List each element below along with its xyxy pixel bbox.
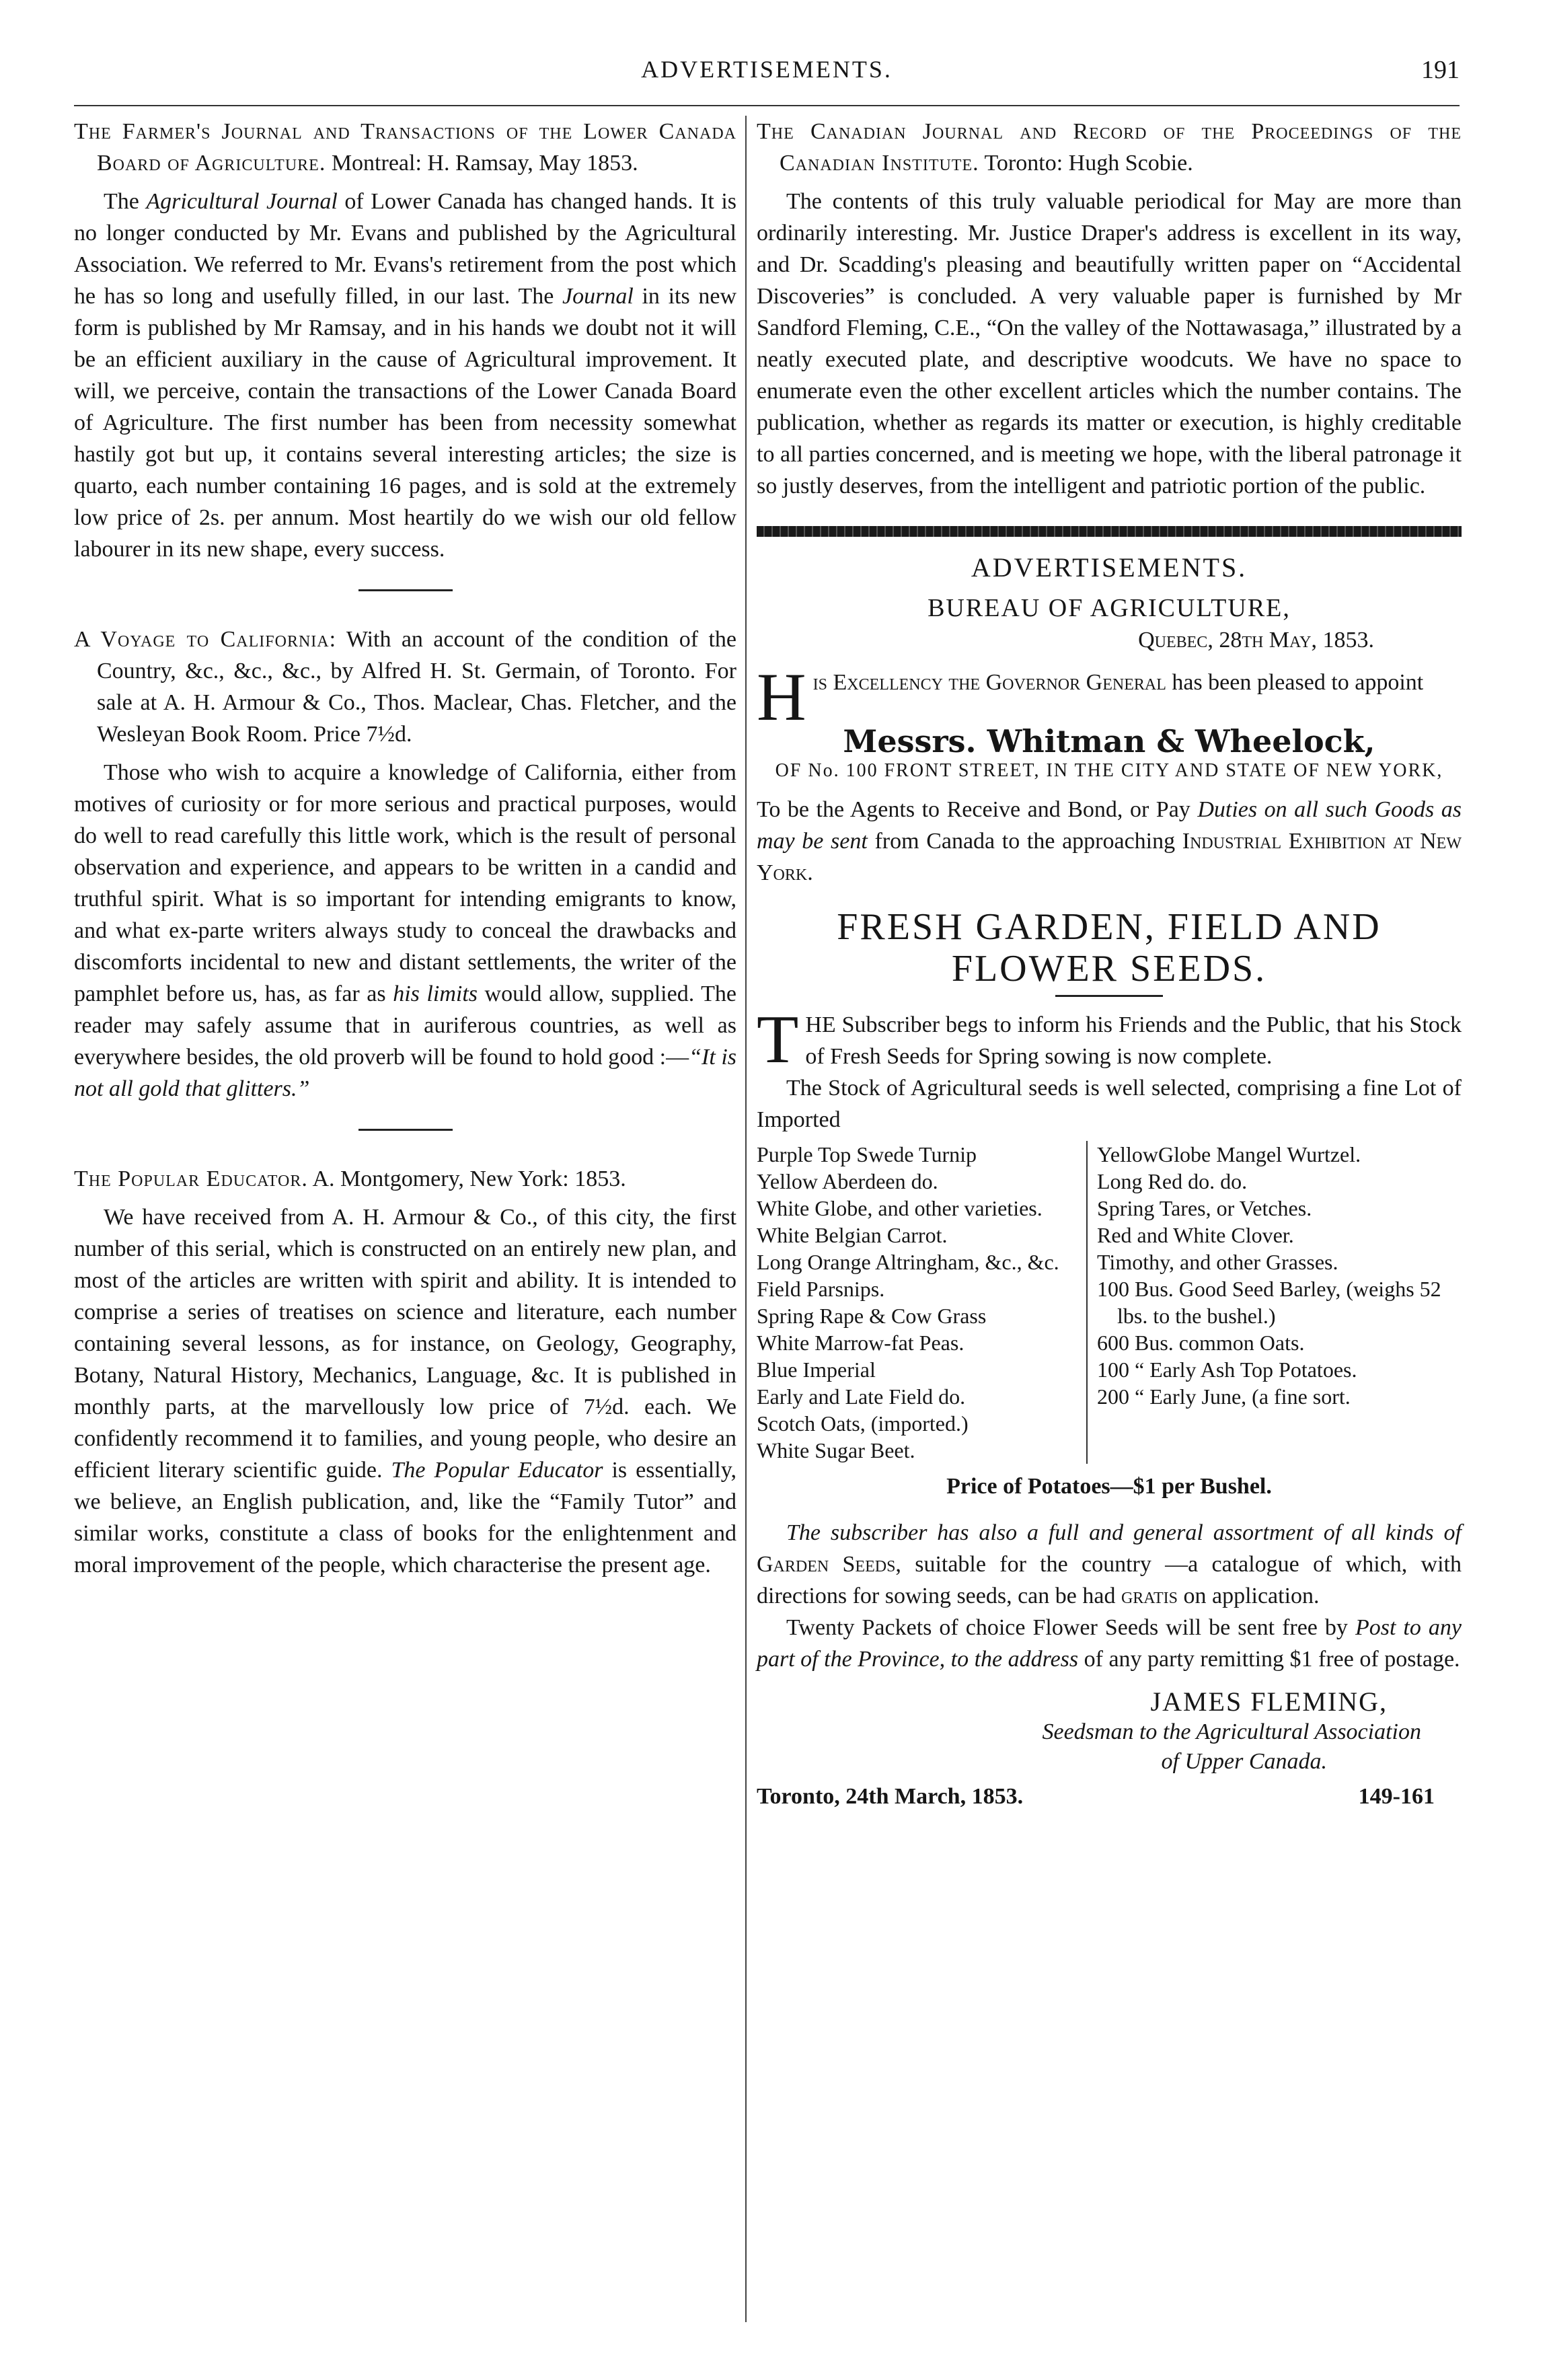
price-line: Price of Potatoes—$1 per Bushel. bbox=[946, 1474, 1272, 1499]
dropcap-h: H bbox=[757, 659, 806, 735]
seed-list bbox=[757, 1141, 1462, 1464]
page-title: ADVERTISEMENTS. bbox=[641, 56, 893, 83]
review-popular-educator bbox=[74, 1163, 736, 1581]
header-rule bbox=[74, 105, 1460, 106]
bureau-intro: His Excellency the Governor General has been pleased to appoint bbox=[757, 659, 1424, 735]
review-farmers-journal bbox=[74, 116, 736, 565]
seed-item: 100 “ Early Ash Top Potatoes. bbox=[1097, 1358, 1357, 1382]
bureau-title: BUREAU OF AGRICULTURE, bbox=[928, 594, 1291, 622]
running-head bbox=[74, 55, 1460, 98]
bureau-advertisement bbox=[757, 593, 1462, 889]
seed-item: Spring Tares, or Vetches. bbox=[1097, 1196, 1312, 1220]
review-voyage-to-california bbox=[74, 624, 736, 1105]
seed-item: 100 Bus. Good Seed Barley, (weighs 52 lbs. to the bushel.) bbox=[1097, 1277, 1441, 1328]
review-heading: The Popular Educator. A. Montgomery, New York: 1853. bbox=[74, 1166, 626, 1191]
footer-place-date: Toronto, 24th March, 1853. bbox=[757, 1784, 1024, 1809]
signer-name: JAMES FLEMING, bbox=[1150, 1686, 1388, 1717]
dropcap-t: T bbox=[757, 1002, 799, 1078]
bureau-date: Quebec, 28th May, 1853. bbox=[1138, 628, 1374, 653]
ornamental-band bbox=[757, 526, 1462, 537]
seed-item: White Globe, and other varieties. bbox=[757, 1196, 1043, 1220]
section-rule bbox=[358, 1129, 453, 1131]
seed-item: Early and Late Field do. bbox=[757, 1384, 966, 1409]
seed-item: Blue Imperial bbox=[757, 1358, 876, 1382]
seed-item: 600 Bus. common Oats. bbox=[1097, 1331, 1305, 1355]
seed-item: White Belgian Carrot. bbox=[757, 1223, 948, 1247]
right-column bbox=[757, 116, 1462, 1812]
footer-code: 149-161 bbox=[1358, 1784, 1435, 1809]
seed-item: Field Parsnips. bbox=[757, 1277, 885, 1301]
review-body: We have received from A. H. Armour & Co., of this city, the first number of this serial, which is constructed on an entirely new plan, and most of the articles are written with spirit and ability. It is intended to comprise a series of treatises on science and literature, each number containing several lessons, as for instance, on Geology, Geography, Botany, Natural History, Mechanics, Language, &c. It is published in monthly parts, at the marvellously low price of 7½d. each. We confidently recommend it to families, and young people, who desire an efficient literary scientific guide. The Popular Educator is essentially, we believe, an English publication, and, like the “Family Tutor” and similar works, constitute a class of books for the enlightenment and moral improvement of the people, which characterise the present age. bbox=[74, 1205, 736, 1577]
seed-item: 200 “ Early June, (a fine sort. bbox=[1097, 1384, 1351, 1409]
firm-address: OF No. 100 FRONT STREET, IN THE CITY AND STATE OF NEW YORK, bbox=[775, 760, 1443, 781]
seed-list-right bbox=[1088, 1141, 1462, 1464]
review-heading: The Canadian Journal and Record of the Proceedings of the Canadian Institute. Toronto: Hugh Scobie. bbox=[757, 119, 1462, 176]
review-body: The contents of this truly valuable periodical for May are more than ordinarily interesting. Mr. Justice Draper's address is excellent in its way, and Dr. Scadding's pleasing and beautifully written paper on “Accidental Discoveries” is concluded. A very valuable paper is furnished by Mr Sandford Fleming, C.E., “On the valley of the Nottawasaga,” illustrated by a neatly executed plate, and descriptive woodcuts. We have no space to enumerate even the other excellent articles which the number contains. The publication, whether as regards its matter or execution, is highly creditable to all parties concerned, and is meeting we hope, with the liberal patronage it so justly deserves, from the intelligent and patriotic portion of the public. bbox=[757, 189, 1462, 498]
seed-item: Purple Top Swede Turnip bbox=[757, 1142, 977, 1166]
review-body: Those who wish to acquire a knowledge of California, either from motives of curiosity or for more serious and practical purposes, would do well to read carefully this little work, which is the result of personal observation and experience, and appears to be written in a candid and truthful spirit. What is so important for intending emigrants to know, and what ex-parte writers always study to conceal the drawbacks and discomforts incidental to new and distant settlements, the writer of the pamphlet before us, has, as far as his limits would allow, supplied. The reader may safely assume that in auriferous countries, as well as everywhere besides, the old proverb will be found to hold good :—“It is not all gold that glitters.” bbox=[74, 760, 737, 1101]
seed-item: Scotch Oats, (imported.) bbox=[757, 1411, 969, 1436]
firm-name: Messrs. Whitman & Wheelock, bbox=[843, 723, 1375, 759]
seeds-advertisement bbox=[757, 906, 1462, 1812]
seeds-catalogue: The subscriber has also a full and general assortment of all kinds of Garden Seeds, suitable for the country —a catalogue of which, with directions for sowing seeds, can be had gratis on application. bbox=[757, 1520, 1462, 1608]
seed-item: Timothy, and other Grasses. bbox=[1097, 1250, 1338, 1274]
seeds-title: FRESH GARDEN, FIELD AND FLOWER SEEDS. bbox=[837, 906, 1382, 990]
signer-title: Seedsman to the Agricultural Association bbox=[1042, 1719, 1421, 1744]
seed-item: White Sugar Beet. bbox=[757, 1438, 915, 1462]
page-number: 191 bbox=[1421, 56, 1460, 84]
advertisements-heading: ADVERTISEMENTS. bbox=[971, 552, 1248, 583]
review-heading: A Voyage to California: With an account of the condition of the Country, &c., &c., &c., by Alfred H. St. Germain, of Toronto. For sale at A. H. Armour & Co., Thos. Maclear, Chas. Fletcher, and the Wesleyan Book Room. Price 7½d. bbox=[74, 627, 736, 747]
column-divider bbox=[745, 116, 747, 2322]
signer-place: of Upper Canada. bbox=[1161, 1749, 1327, 1774]
ad-footer bbox=[757, 1781, 1462, 1812]
section-rule bbox=[1055, 995, 1163, 997]
seed-list-left bbox=[757, 1141, 1088, 1464]
seed-item: YellowGlobe Mangel Wurtzel. bbox=[1097, 1142, 1361, 1166]
left-column bbox=[74, 116, 736, 1594]
seed-item: Long Orange Altringham, &c., &c. bbox=[757, 1250, 1059, 1274]
seeds-intro: THE Subscriber begs to inform his Friends and the Public, that his Stock of Fresh Seeds for Spring sowing is now complete. bbox=[757, 1002, 1462, 1078]
review-canadian-journal bbox=[757, 116, 1462, 502]
seeds-intro-2: The Stock of Agricultural seeds is well selected, comprising a fine Lot of Imported bbox=[757, 1076, 1462, 1132]
seed-item: Yellow Aberdeen do. bbox=[757, 1169, 938, 1193]
seed-item: Red and White Clover. bbox=[1097, 1223, 1294, 1247]
review-heading: The Farmer's Journal and Transactions of the Lower Canada Board of Agriculture. Montreal: H. Ramsay, May 1853. bbox=[74, 119, 736, 176]
section-rule bbox=[358, 589, 453, 591]
seeds-packets: Twenty Packets of choice Flower Seeds will be sent free by Post to any part of the Province, to the address of any party remitting $1 free of postage. bbox=[757, 1615, 1462, 1672]
review-body: The Agricultural Journal of Lower Canada has changed hands. It is no longer conducted by Mr. Evans and published by the Agricultural Association. We referred to Mr. Evans's retirement from the post which he has so long and usefully filled, in our last. The Journal in its new form is published by Mr Ramsay, and in his hands we doubt not it will be an efficient auxiliary in the cause of Agricultural improvement. It will, we perceive, contain the transactions of the Lower Canada Board of Agriculture. The first number has been from necessity somewhat hastily got but up, it contains several interesting articles; the size is quarto, each number containing 16 pages, and is sold at the extremely low price of 2s. per annum. Most heartily do we wish our old fellow labourer in its new shape, every success. bbox=[74, 189, 737, 562]
seed-item: Long Red do. do. bbox=[1097, 1169, 1248, 1193]
seed-item: Spring Rape & Cow Grass bbox=[757, 1304, 987, 1328]
seed-item: White Marrow-fat Peas. bbox=[757, 1331, 964, 1355]
bureau-duties: To be the Agents to Receive and Bond, or Pay Duties on all such Goods as may be sent from Canada to the approaching Industrial Exhibition at New York. bbox=[757, 797, 1462, 885]
